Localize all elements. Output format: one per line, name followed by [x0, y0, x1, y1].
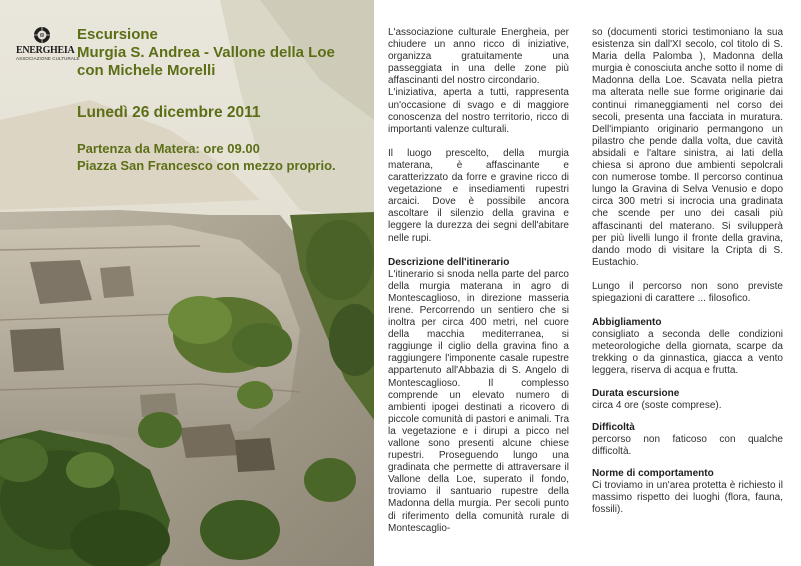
difficulty-text: percorso non faticoso con qualche difficoltà.	[592, 433, 783, 457]
rules-heading: Norme di comportamento	[592, 468, 714, 479]
intro-paragraph-1: L'associazione culturale Energheia, per chiudere un anno ricco di iniziative, organizza gratuitamente una passeggiata in una delle zone più affascinanti del nostro circondario.	[388, 27, 569, 87]
event-date: Lunedì 26 dicembre 2011	[77, 104, 261, 121]
intro-paragraph-3: Il luogo prescelto, della murgia materana, è affascinante e caratterizzato da forre e gravine ricco di vegetazione e insediamenti rupestri arcaici. Dove è possibile ancora ascoltare il silenzio della gravina e leggere la durezza dei segni dell'abitare nelle rupi.	[388, 147, 569, 244]
itinerary-text-2: so (documenti storici testimoniano la sua esistenza sin dall'XI secolo, col titolo di S. Maria della Palomba ), Madonna della murgia è conosciuta anche sotto il nome di Madonna della Loe. Scavata nella pietra ma alterata nelle sue forme originarie dai continui rimaneggiamenti nel corso dei secoli, presenta una facciata in muratura. Dell'impianto originario permangono un pilastro che pende dalla volta, due cavità absidali e l'altare sinistra, ai lati della chiesa si aprono due ambienti sepolcrali con numerose tombe. Il percorso continua lungo la Gravina di Selva Venusio e dopo circa 300 metri si incrocia una gradinata che scende per uno dei casali più affascinanti del materano. Si svilupperà per più livelli lungo il fronte della gravina, dando modo di visitare la Cripta di S. Eustachio.	[592, 27, 783, 268]
clothing-text: consigliato a seconda delle condizioni meteorologiche della giornata, scarpe da trekking o da ginnastica, giacca a vento leggera, riserva di acqua e frutta.	[592, 329, 783, 377]
itinerary-text-3: Lungo il percorso non sono previste spiegazioni di carattere ... filosofico.	[592, 280, 783, 304]
org-subtitle: ASSOCIAZIONE CULTURALE	[16, 56, 80, 61]
intro-paragraph-2: L'iniziativa, aperta a tutti, rappresenta un'occasione di svago e di maggiore conoscenza del nostro territorio, ricco di importanti valenze culturali.	[388, 87, 569, 135]
ravine-photo	[0, 0, 374, 566]
itinerary-heading: Descrizione dell'itinerario	[388, 256, 510, 268]
departure-info	[77, 140, 336, 174]
duration-heading: Durata escursione	[592, 387, 680, 399]
left-panel	[0, 0, 374, 566]
title-line-1: Escursione	[77, 26, 158, 43]
energheia-logo	[16, 26, 80, 62]
text-column-2	[592, 27, 783, 516]
title-line-2: Murgia S. Andrea - Vallone della Loe	[77, 44, 335, 61]
energheia-emblem-icon	[32, 26, 52, 44]
text-column-1	[388, 27, 569, 535]
departure-place: Piazza San Francesco con mezzo proprio.	[77, 158, 336, 173]
rules-text: Ci troviamo in un'area protetta è richiesto il massimo rispetto dei luoghi (flora, fauna, fossili).	[592, 480, 783, 516]
difficulty-heading: Difficoltà	[592, 421, 635, 433]
event-title	[77, 26, 335, 80]
org-name: ENERGHEIA	[16, 45, 75, 56]
departure-time: Partenza da Matera: ore 09.00	[77, 141, 260, 156]
title-line-3: con Michele Morelli	[77, 62, 216, 79]
clothing-heading: Abbigliamento	[592, 317, 662, 329]
itinerary-text-1: L'itinerario si snoda nella parte del parco della murgia materana in agro di Montescaglioso, in direzione masseria Irene. Percorrendo un sentiero che si inoltra per circa 400 metri, nel cuore della macchia mediterranea, si raggiunge il ciglio della gravina fino a raggiungere l'imponente casale rupestre appartenuto all'Abbazia di S. Angelo di Montescaglioso. Il complesso comprende un elevato numero di ambienti ipogei destinati a ricovero di piccole comunità di pastori e animali. Tra la vegetazione e i dirupi a picco nel vallone sono presenti alcune chiese rupestri. Proseguendo lungo una gradinata che permette di attraversare il Vallone della Loe, superato il fondo, troviamo il santuario rupestre della Madonna della murgia. Per secoli punto di riferimento della comunità rurale di Montescaglio-	[388, 268, 569, 534]
duration-text: circa 4 ore (soste comprese).	[592, 399, 722, 411]
